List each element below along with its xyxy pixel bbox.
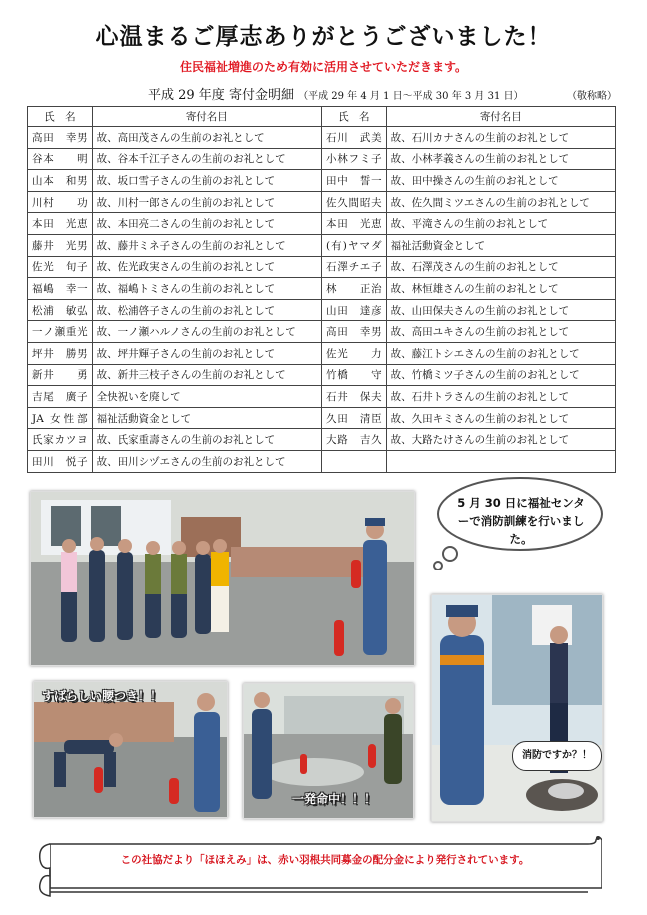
- donation-purpose: 故、佐久間ミツエさんの生前のお礼として: [386, 191, 615, 213]
- table-row: [28, 191, 616, 213]
- caption-hit: 一発命中！！！: [292, 792, 377, 806]
- donation-purpose: 全快祝いを廃して: [92, 386, 321, 408]
- donor-name: 山田 達彦: [321, 299, 386, 321]
- footer-scroll: [36, 836, 602, 898]
- donation-purpose: 故、坪井輝子さんの生前のお礼として: [92, 342, 321, 364]
- donation-purpose: 故、林恒雄さんの生前のお礼として: [386, 278, 615, 300]
- col-item-header: 寄付名目: [92, 107, 321, 127]
- donor-name: 佐光 力: [321, 342, 386, 364]
- donation-purpose: 故、竹橋ミツ子さんの生前のお礼として: [386, 364, 615, 386]
- donor-name: 田中 誓一: [321, 170, 386, 192]
- table-row: [28, 127, 616, 149]
- donation-purpose: 故、平滝さんの生前のお礼として: [386, 213, 615, 235]
- donor-name: 新井 勇: [28, 364, 93, 386]
- donation-table-body: [28, 127, 616, 473]
- photo-group-training: [30, 491, 415, 666]
- donation-purpose: 故、石井トラさんの生前のお礼として: [386, 386, 615, 408]
- donation-purpose: 故、石川カナさんの生前のお礼として: [386, 127, 615, 149]
- donor-name: 大路 吉久: [321, 429, 386, 451]
- donation-purpose: 故、氏家重壽さんの生前のお礼として: [92, 429, 321, 451]
- col-name-header: 氏 名: [321, 107, 386, 127]
- donor-name: 石井 保夫: [321, 386, 386, 408]
- donor-name: 松浦 敏弘: [28, 299, 93, 321]
- table-row: [28, 364, 616, 386]
- donor-name: 藤井 光男: [28, 234, 93, 256]
- table-row: [28, 386, 616, 408]
- footer-note: この社協だより「ほほえみ」は、赤い羽根共同募金の配分金により発行されています。: [120, 854, 530, 866]
- donation-purpose: 故、石澤茂さんの生前のお礼として: [386, 256, 615, 278]
- donor-name: JA 女性部: [28, 407, 93, 429]
- donor-name: 氏家カツヨ: [28, 429, 93, 451]
- donation-purpose: 故、山田保夫さんの生前のお礼として: [386, 299, 615, 321]
- donation-purpose: 故、藤井ミネ子さんの生前のお礼として: [92, 234, 321, 256]
- donation-purpose: 故、坂口雪子さんの生前のお礼として: [92, 170, 321, 192]
- donation-purpose: 故、小林孝義さんの生前のお礼として: [386, 148, 615, 170]
- donation-period: （平成 29 年 4 月 1 日～平成 30 年 3 月 31 日）: [298, 91, 524, 102]
- donor-name: 吉尾 廣子: [28, 386, 93, 408]
- donation-heading: 平成 29 年度 寄付金明細: [148, 88, 294, 103]
- photo-indoor-training: [431, 594, 603, 822]
- donation-purpose: 故、藤江トシエさんの生前のお礼として: [386, 342, 615, 364]
- donation-purpose: 故、大路たけさんの生前のお礼として: [386, 429, 615, 451]
- donor-name: 石川 武美: [321, 127, 386, 149]
- question-bubble: 消防ですか？！: [512, 741, 602, 771]
- donor-name: 田川 悦子: [28, 450, 93, 472]
- donation-purpose: 故、一ノ瀬ハルノさんの生前のお礼として: [92, 321, 321, 343]
- donation-purpose: 故、久田キミさんの生前のお礼として: [386, 407, 615, 429]
- donor-name: 本田 光恵: [321, 213, 386, 235]
- table-row: [28, 213, 616, 235]
- donor-name: 高田 幸男: [321, 321, 386, 343]
- donation-header: [148, 84, 524, 103]
- donation-purpose: 故、松浦啓子さんの生前のお礼として: [92, 299, 321, 321]
- photo-group-training-image: [31, 492, 414, 665]
- donation-purpose: 故、福嶋トミさんの生前のお礼として: [92, 278, 321, 300]
- donor-name: 竹橋 守: [321, 364, 386, 386]
- donor-name: 川村 功: [28, 191, 93, 213]
- honorific-note: （敬称略）: [567, 91, 617, 102]
- table-row: [28, 278, 616, 300]
- donor-name: 福嶋 幸一: [28, 278, 93, 300]
- donation-purpose: 故、田中操さんの生前のお礼として: [386, 170, 615, 192]
- donation-purpose: 故、新井三枝子さんの生前のお礼として: [92, 364, 321, 386]
- table-row: [28, 299, 616, 321]
- donation-table: [27, 106, 616, 473]
- caption-posture: すばらしい腰つき！！: [42, 689, 163, 703]
- donor-name: 坪井 勝男: [28, 342, 93, 364]
- table-row: [28, 170, 616, 192]
- donation-purpose: 福祉活動資金として: [92, 407, 321, 429]
- table-row: [28, 407, 616, 429]
- donor-name: 一ノ瀬重光: [28, 321, 93, 343]
- table-row: [28, 234, 616, 256]
- col-name-header: 氏 名: [28, 107, 93, 127]
- donor-name: 久田 清臣: [321, 407, 386, 429]
- photo-indoor-training-image: [432, 595, 602, 821]
- table-row: [28, 148, 616, 170]
- table-row: [28, 321, 616, 343]
- cloud-text: 5 月 30 日に福祉センターで消防訓練を行いました。: [457, 496, 585, 546]
- donor-name: 本田 光恵: [28, 213, 93, 235]
- donor-name: 谷本 明: [28, 148, 93, 170]
- donation-purpose: 故、谷本千江子さんの生前のお礼として: [92, 148, 321, 170]
- table-row: [28, 342, 616, 364]
- donation-purpose: 故、本田亮二さんの生前のお礼として: [92, 213, 321, 235]
- donor-name: [321, 450, 386, 472]
- table-header-row: [28, 107, 616, 127]
- table-row: [28, 450, 616, 472]
- donor-name: 佐光 旬子: [28, 256, 93, 278]
- donation-purpose: 故、田川シヅエさんの生前のお礼として: [92, 450, 321, 472]
- donor-name: 石澤チエ子: [321, 256, 386, 278]
- donation-purpose: 福祉活動資金として: [386, 234, 615, 256]
- donor-name: 高田 幸男: [28, 127, 93, 149]
- page-title: 心温まるご厚志ありがとうございました！: [95, 24, 552, 50]
- donor-name: 佐久間昭夫: [321, 191, 386, 213]
- page-subtitle: 住民福祉増進のため有効に活用させていただきます。: [179, 60, 468, 74]
- donation-purpose: 故、川村一郎さんの生前のお礼として: [92, 191, 321, 213]
- donor-name: 林 正治: [321, 278, 386, 300]
- col-item-header: 寄付名目: [386, 107, 615, 127]
- donation-purpose: 故、高田ユキさんの生前のお礼として: [386, 321, 615, 343]
- donation-purpose: 故、高田茂さんの生前のお礼として: [92, 127, 321, 149]
- donation-purpose: [386, 450, 615, 472]
- donor-name: 山本 和男: [28, 170, 93, 192]
- donor-name: 小林フミ子: [321, 148, 386, 170]
- donor-name: (有)ヤマダ: [321, 234, 386, 256]
- table-row: [28, 429, 616, 451]
- table-row: [28, 256, 616, 278]
- donation-purpose: 故、佐光政実さんの生前のお礼として: [92, 256, 321, 278]
